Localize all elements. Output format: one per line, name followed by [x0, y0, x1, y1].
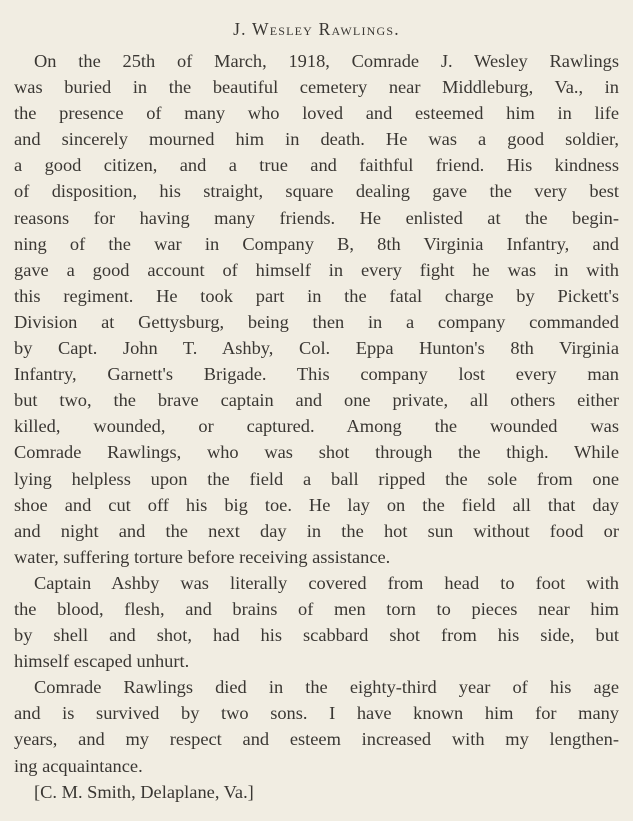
paragraph-3 — [14, 674, 619, 778]
text-line: killed, wounded, or captured. Among the wounded was — [14, 416, 619, 437]
text-line: and is survived by two sons. I have known him for many — [14, 703, 619, 724]
text-line: years, and my respect and esteem increased with my lengthen- — [14, 729, 619, 750]
text-line: On the 25th of March, 1918, Comrade J. Wesley Rawlings — [34, 51, 619, 71]
text-line: gave a good account of himself in every fight he was in with — [14, 259, 619, 280]
paragraph-1 — [14, 48, 619, 570]
text-line: the blood, flesh, and brains of men torn to pieces near him — [14, 598, 619, 619]
text-line: water, suffering torture before receiving assistance. — [14, 546, 391, 567]
text-line: a good citizen, and a true and faithful friend. His kindness — [14, 155, 619, 176]
text-line: lying helpless upon the field a ball ripped the sole from one — [14, 468, 619, 489]
text-line: and night and the next day in the hot sun without food or — [14, 520, 619, 541]
text-line: Captain Ashby was literally covered from head to foot with — [34, 572, 619, 593]
text-line: reasons for having many friends. He enlisted at the begin- — [14, 207, 619, 228]
text-line: the presence of many who loved and esteemed him in life — [14, 103, 619, 124]
text-line: Comrade Rawlings, who was shot through the thigh. While — [14, 442, 619, 463]
text-line: this regiment. He took part in the fatal charge by Pickett's — [14, 285, 619, 306]
text-line: by Capt. John T. Ashby, Col. Eppa Hunton's 8th Virginia — [14, 338, 619, 359]
article-body — [14, 48, 619, 805]
text-line: by shell and shot, had his scabbard shot from his side, but — [14, 625, 619, 646]
text-line: shoe and cut off his big toe. He lay on the field all that day — [14, 494, 619, 515]
text-line: but two, the brave captain and one private, all others either — [14, 390, 619, 411]
author-signature: [C. M. Smith, Delaplane, Va.] — [34, 781, 254, 802]
text-line: of disposition, his straight, square dealing gave the very best — [14, 181, 619, 202]
signature-paragraph — [14, 779, 619, 805]
text-line: Comrade Rawlings died in the eighty-third year of his age — [34, 677, 619, 698]
text-line: ing acquaintance. — [14, 755, 143, 776]
text-line: himself escaped unhurt. — [14, 651, 190, 672]
text-line: Infantry, Garnett's Brigade. This company lost every man — [14, 364, 619, 385]
text-line: ning of the war in Company B, 8th Virginia Infantry, and — [14, 233, 619, 254]
text-line: was buried in the beautiful cemetery near Middleburg, Va., in — [14, 77, 619, 98]
text-line: and sincerely mourned him in death. He was a good soldier, — [14, 129, 619, 150]
paragraph-2 — [14, 570, 619, 674]
text-line: Division at Gettysburg, being then in a company commanded — [14, 311, 619, 332]
article-title: J. Wesley Rawlings. — [233, 19, 400, 39]
